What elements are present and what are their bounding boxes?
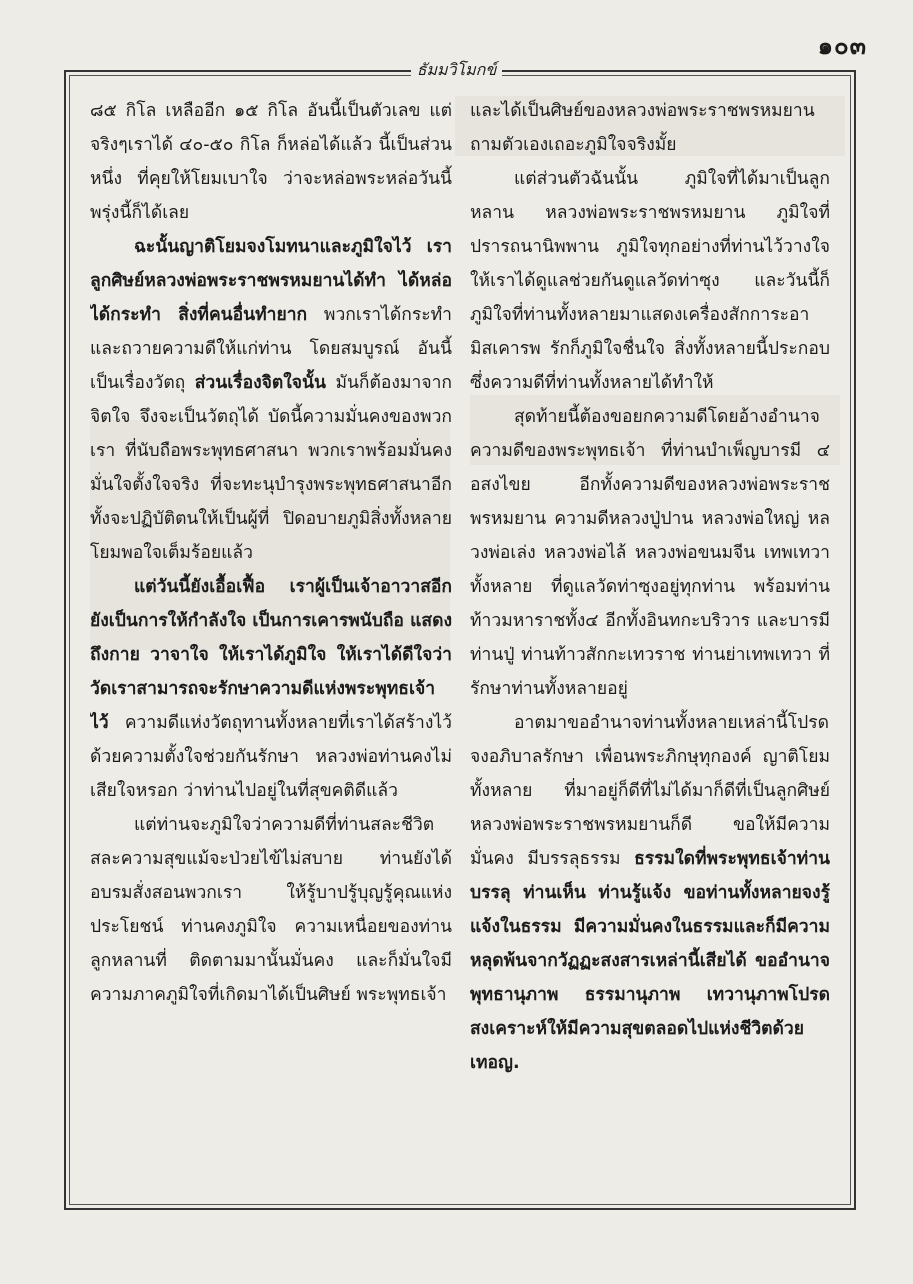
right-column bbox=[470, 94, 830, 1174]
paragraph bbox=[470, 94, 830, 162]
text-run: ความดีแห่งวัตถุทานทั้งหลายที่เราได้สร้างไว้ ด้วยความตั้งใจช่วยกันรักษา หลวงพ่อท่านคงไม่เสียใจหรอก ว่าท่านไปอยู่ในที่สุขคติดีแล้ว bbox=[90, 713, 452, 801]
bold-text-run: แต่วันนี้ยังเอื้อเฟื้อ เราผู้เป็นเจ้าอาวาสอีกยังเป็นการให้กำลังใจ เป็นการเคารพนับถือ แสดงถึงกาย วาจาใจ ให้เราได้ภูมิใจ ให้เราได้ดีใจว่า วัดเราสามารถจะรักษาความดีแห่งพระพุทธเจ้าไว้ bbox=[90, 577, 452, 733]
text-run: สุดท้ายนี้ต้องขอยกความดีโดยอ้างอำนาจ ความดีของพระพุทธเจ้า ที่ท่านบำเพ็ญบารมี ๔ อสงไขย อีกทั้งความดีของหลวงพ่อพระราชพรหมยาน ความดีหลวงปู่ปาน หลวงพ่อใหญ่ หลวงพ่อเล่ง หลวงพ่อไล้ หลวงพ่อขนมจีน เทพเทวาทั้งหลาย ที่ดูแลวัดท่าซุงอยู่ทุกท่าน พร้อมท่านท้าวมหาราชทั้ง๔ อีกทั้งอินทกะบริวาร และบารมีท่านปู่ ท่านท้าวสักกะเทวราช ท่านย่าเทพเทวา ที่รักษาท่านทั้งหลายอยู่ bbox=[470, 407, 830, 699]
paragraph bbox=[90, 808, 452, 1012]
bold-text-run: ส่วนเรื่องจิตใจนั้น bbox=[194, 373, 326, 393]
book-title: ธัมมวิโมกข์ bbox=[411, 60, 503, 79]
paragraph bbox=[470, 162, 830, 400]
paragraph bbox=[90, 570, 452, 808]
text-run: พวกเราได้กระทำและถวายความดีให้แก่ท่าน โดยสมบูรณ์ อันนี้เป็นเรื่องวัตถุ bbox=[90, 305, 452, 393]
paragraph bbox=[470, 400, 830, 706]
paragraph bbox=[470, 706, 830, 1080]
bold-text-run: ธรรมใดที่พระพุทธเจ้าท่านบรรลุ ท่านเห็น ท่านรู้แจ้ง ขอท่านทั้งหลายจงรู้แจ้งในธรรม มีความมั่นคงในธรรมและก็มีความหลุดพ้นจากวัฏฏะสงสารเหล่านี้เสียได้ ขออำนาจพุทธานุภาพ ธรรมานุภาพ เทวานุภาพโปรดสงเคราะห์ให้มีความสุขตลอดไปแห่งชีวิตด้วยเทอญ. bbox=[470, 849, 830, 1073]
text-run: อาตมาขออำนาจท่านทั้งหลายเหล่านี้โปรด จงอภิบาลรักษา เพื่อนพระภิกษุทุกองค์ ญาติโยมทั้งหลาย ที่มาอยู่ก็ดีที่ไม่ได้มาก็ดีที่เป็นลูกศิษย์ หลวงพ่อพระราชพรหมยานก็ดี ขอให้มีความมั่นคง มีบรรลุธรรม bbox=[470, 713, 830, 869]
text-run: และได้เป็นศิษย์ของหลวงพ่อพระราชพรหมยาน ถามตัวเองเถอะภูมิใจจริงมั้ย bbox=[470, 101, 815, 155]
left-column bbox=[90, 94, 452, 1174]
bold-text-run: ฉะนั้นญาติโยมจงโมทนาและภูมิใจไว้ เราลูกศิษย์หลวงพ่อพระราชพรหมยานได้ทำ ได้หล่อได้กระทำ สิ่งที่คนอื่นทำยาก bbox=[90, 237, 452, 325]
text-run: แต่ส่วนตัวฉันนั้น ภูมิใจที่ได้มาเป็นลูกหลาน หลวงพ่อพระราชพรหมยาน ภูมิใจที่ปรารถนานิพพาน ภูมิใจทุกอย่างที่ท่านไว้วางใจให้เราได้ดูแลช่วยกันดูแลวัดท่าซุง และวันนี้ก็ภูมิใจที่ท่านทั้งหลายมาแสดงเครื่องสักการะอามิสเคารพ รักก็ภูมิใจชื่นใจ สิ่งทั้งหลายนี้ประกอบซึ่งความดีที่ท่านทั้งหลายได้ทำให้ bbox=[470, 169, 830, 393]
paragraph bbox=[90, 94, 452, 230]
text-run: มันก็ต้องมาจากจิตใจ จึงจะเป็นวัตถุได้ บัดนี้ความมั่นคงของพวกเรา ที่นับถือพระพุทธศาสนา พวกเราพร้อมมั่นคง มั่นใจตั้งใจจริง ที่จะทะนุบำรุงพระพุทธศาสนาอีกทั้งจะปฏิบัติตนให้เป็นผู้ที่ ปิดอบายภูมิสิ่งทั้งหลายโยมพอใจเต็มร้อยแล้ว bbox=[90, 373, 452, 563]
page-number: ๑๐๓ bbox=[817, 32, 867, 60]
running-header bbox=[0, 58, 913, 83]
text-run: ๘๕ กิโล เหลืออีก ๑๕ กิโล อันนี้เป็นตัวเลข แต่จริงๆเราได้ ๔๐-๕๐ กิโล ก็หล่อได้แล้ว นี้เป็นส่วนหนึ่ง ที่คุยให้โยมเบาใจ ว่าจะหล่อพระหล่อวันนี้ พรุ่งนี้ก็ได้เลย bbox=[90, 101, 452, 223]
text-run: แต่ท่านจะภูมิใจว่าความดีที่ท่านสละชีวิต สละความสุขแม้จะป่วยไข้ไม่สบาย ท่านยังได้อบรมสั่งสอนพวกเรา ให้รู้บาปรู้บุญรู้คุณแห่งประโยชน์ ท่านคงภูมิใจ ความเหนื่อยของท่าน ลูกหลานที่ ติดตามมานั้นมั่นคง และก็มั่นใจมีความภาคภูมิใจที่เกิดมาได้เป็นศิษย์ พระพุทธเจ้า bbox=[90, 815, 452, 1005]
paragraph bbox=[90, 230, 452, 570]
